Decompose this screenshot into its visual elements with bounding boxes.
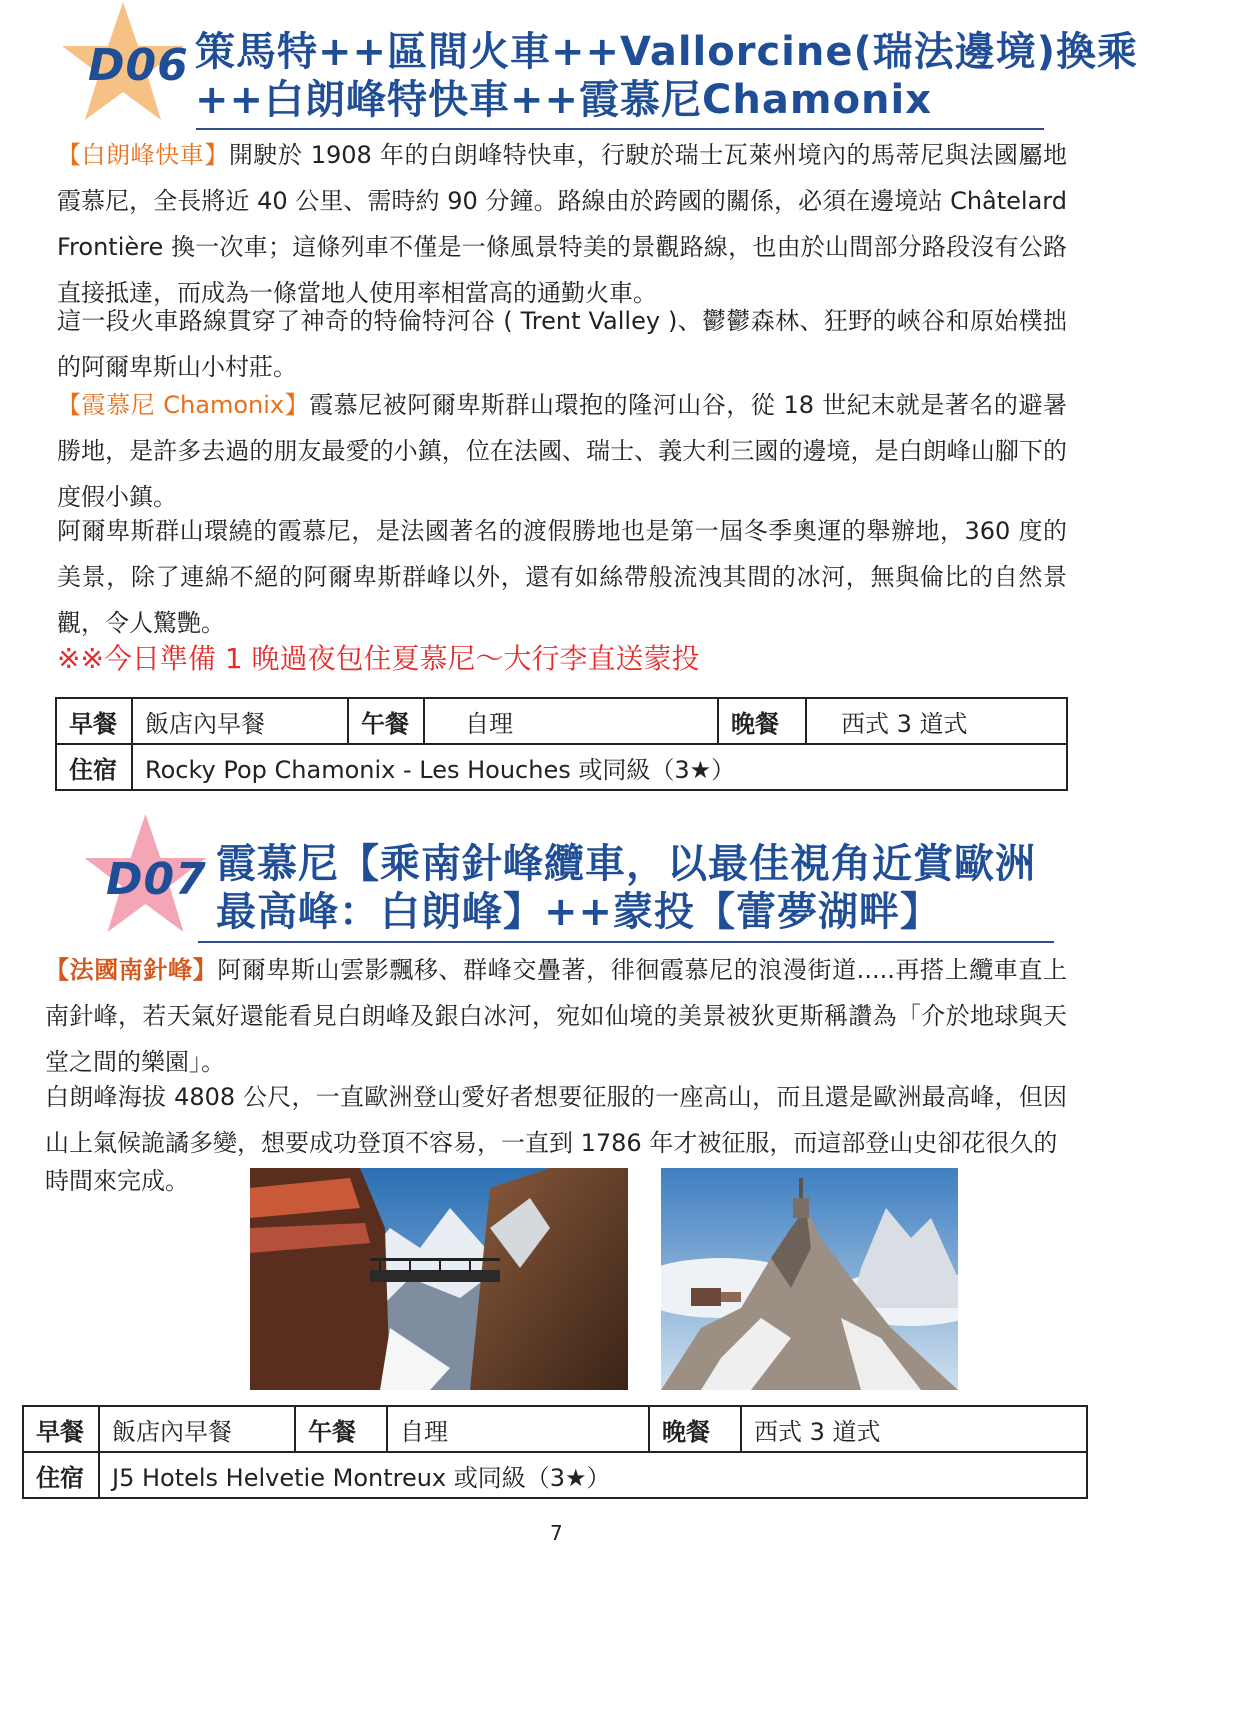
day6-dinner-value: 西式 3 道式 <box>806 698 1067 744</box>
day7-title-line1: 霞慕尼【乘南針峰纜車，以最佳視角近賞歐洲 <box>216 841 1036 887</box>
day7-title-rule <box>198 941 1054 943</box>
day7-paragraph-1 <box>45 947 1067 1085</box>
day6-paragraph-2 <box>57 298 1067 390</box>
day7-lunch-label: 午餐 <box>295 1406 387 1452</box>
day7-p1-tag: 【法國南針峰】 <box>45 956 218 984</box>
day6-title-line1: 策馬特++區間火車++Vallorcine(瑞法邊境)換乘 <box>195 29 1139 75</box>
aiguille-bridge-photo <box>250 1168 628 1390</box>
day7-paragraph-2 <box>45 1074 1067 1166</box>
day6-dinner-label: 晚餐 <box>718 698 806 744</box>
day6-lunch-value: 自理 <box>424 698 718 744</box>
day7-label: D07 <box>106 854 207 905</box>
day6-breakfast-label: 早餐 <box>56 698 132 744</box>
day6-p1-text: 開駛於 1908 年的白朗峰特快車，行駛於瑞士瓦萊州境內的馬蒂尼與法國屬地霞慕尼，全長將近 40 公里、需時約 90 分鐘。路線由於跨國的關係，必須在邊境站 Châtelard Frontière 換一次車；這條列車不僅是一條風景特美的景觀路線，也由於山間部分路段沒有公路直接抵達，而成為一條當地人使用率相當高的通勤火車。 <box>57 141 1067 307</box>
day6-paragraph-3 <box>57 382 1067 520</box>
day6-breakfast-value: 飯店內早餐 <box>132 698 348 744</box>
day7-hotel-label: 住宿 <box>23 1452 99 1498</box>
day6-paragraph-4 <box>57 508 1067 646</box>
day7-lunch-value: 自理 <box>387 1406 649 1452</box>
aiguille-peak-photo <box>661 1168 958 1390</box>
day6-p4-text: 阿爾卑斯群山環繞的霞慕尼，是法國著名的渡假勝地也是第一屆冬季奧運的舉辦地，360 度的美景，除了連綿不絕的阿爾卑斯群峰以外，還有如絲帶般流洩其間的冰河，無與倫比的自然景觀，令人驚艷。 <box>57 517 1067 637</box>
day7-meal-table <box>22 1405 1088 1499</box>
day6-hotel-value: Rocky Pop Chamonix - Les Houches 或同級（3★） <box>132 744 1067 790</box>
day7-p2-text-a: 白朗峰海拔 4808 公尺，一直歐洲登山愛好者想要征服的一座高山，而且還是歐洲最高峰，但因山上氣候詭譎多變，想要成功登頂不容易，一直到 1786 年才被征服，而這部登山史卻花很久的 <box>45 1083 1067 1157</box>
day6-hotel-label: 住宿 <box>56 744 132 790</box>
day7-hotel-value: J5 Hotels Helvetie Montreux 或同級（3★） <box>99 1452 1087 1498</box>
day7-p2-text-b: 時間來完成。 <box>45 1167 189 1195</box>
day6-paragraph-1 <box>57 132 1067 316</box>
day6-p3-text: 霞慕尼被阿爾卑斯群山環抱的隆河山谷，從 18 世紀末就是著名的避暑勝地，是許多去過的朋友最愛的小鎮，位在法國、瑞士、義大利三國的邊境，是白朗峰山腳下的度假小鎮。 <box>57 391 1067 511</box>
day7-breakfast-label: 早餐 <box>23 1406 99 1452</box>
page-number: 7 <box>550 1521 563 1545</box>
day6-title-rule <box>196 128 1044 130</box>
day6-label: D06 <box>88 40 189 91</box>
day6-title-line2: ++白朗峰特快車++霞慕尼Chamonix <box>195 77 933 123</box>
day7-title-line2: 最高峰：白朗峰】++蒙投【蕾夢湖畔】 <box>216 889 942 935</box>
day7-p1-text: 阿爾卑斯山雲影飄移、群峰交疊著，徘徊霞慕尼的浪漫街道.....再搭上纜車直上南針峰，若天氣好還能看見白朗峰及銀白冰河，宛如仙境的美景被狄更斯稱讚為「介於地球與天堂之間的樂園」。 <box>45 956 1068 1076</box>
day6-p2-text: 這一段火車路線貫穿了神奇的特倫特河谷 ( Trent Valley )、鬱鬱森林、狂野的峽谷和原始樸拙的阿爾卑斯山小村莊。 <box>57 307 1067 381</box>
day7-dinner-value: 西式 3 道式 <box>741 1406 1087 1452</box>
day6-p1-tag: 【白朗峰快車】 <box>57 141 229 169</box>
day7-meal-row <box>23 1406 1087 1452</box>
day6-hotel-row <box>56 744 1067 790</box>
day6-p3-tag: 【霞慕尼 Chamonix】 <box>57 391 310 419</box>
day6-meal-table <box>55 697 1068 791</box>
day7-breakfast-value: 飯店內早餐 <box>99 1406 295 1452</box>
day6-meal-row <box>56 698 1067 744</box>
day7-hotel-row <box>23 1452 1087 1498</box>
day7-paragraph-2-end <box>45 1158 245 1204</box>
day6-lunch-label: 午餐 <box>348 698 424 744</box>
day7-dinner-label: 晚餐 <box>649 1406 741 1452</box>
day6-notice: ※※今日準備 1 晚過夜包住夏慕尼～大行李直送蒙投 <box>57 642 700 675</box>
